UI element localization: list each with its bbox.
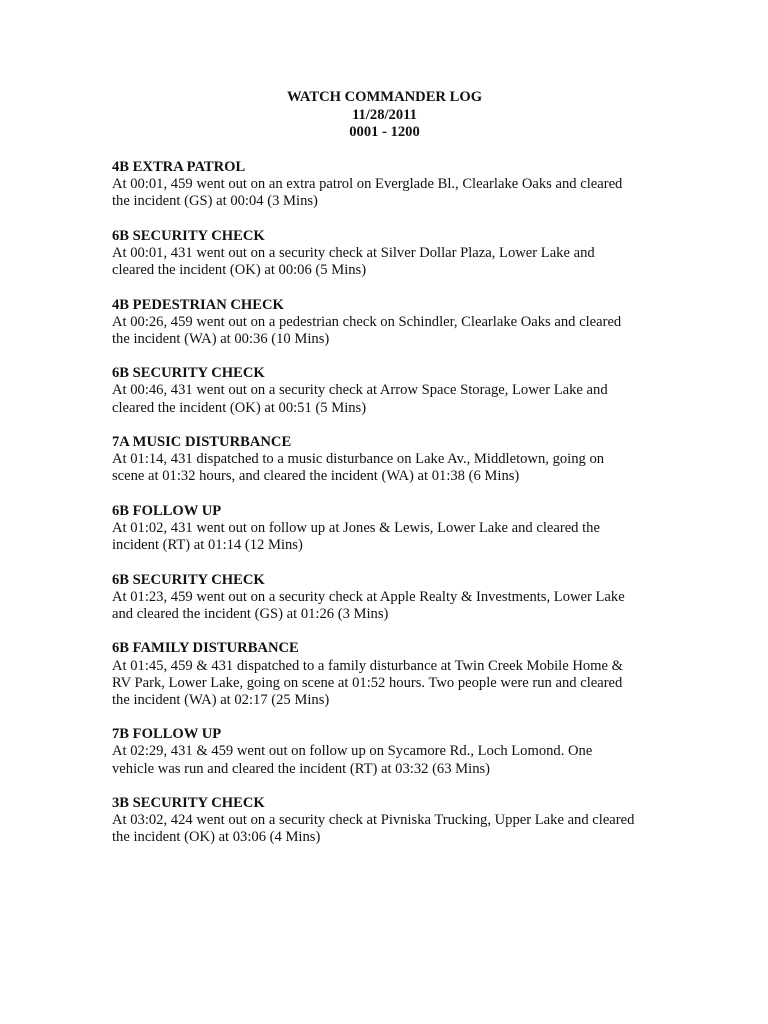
entry-text-line: At 01:45, 459 & 431 dispatched to a family disturbance at Twin Creek Mobile Home & (112, 657, 624, 674)
entry-heading: 6B FAMILY DISTURBANCE (112, 640, 299, 657)
entry-text-line: At 02:29, 431 & 459 went out on follow up on Sycamore Rd., Loch Lomond. One (112, 743, 593, 760)
entry-heading: 7A MUSIC DISTURBANCE (112, 434, 292, 451)
entry-text-line: At 01:02, 431 went out on follow up at Jones & Lewis, Lower Lake and cleared the (112, 520, 600, 536)
entry-text-line: the incident (OK) at 03:06 (4 Mins) (112, 829, 321, 846)
log-entry (112, 297, 672, 349)
entry-text-line: At 00:26, 459 went out on a pedestrian check on Schindler, Clearlake Oaks and cleared (112, 313, 622, 330)
entry-text-line: At 03:02, 424 went out on a security check at Pivniska Trucking, Upper Lake and cleared (112, 812, 635, 829)
entry-heading: 6B SECURITY CHECK (112, 227, 265, 244)
entry-text-line: scene at 01:32 hours, and cleared the incident (WA) at 01:38 (6 Mins) (112, 468, 520, 485)
entry-text-line: At 00:46, 431 went out on a security check at Arrow Space Storage, Lower Lake and (112, 382, 608, 399)
log-entry (112, 159, 672, 211)
entry-text-line: At 00:01, 459 went out on an extra patrol on Everglade Bl., Clearlake Oaks and cleared (112, 176, 623, 193)
log-title: WATCH COMMANDER LOG (286, 89, 483, 105)
entry-text-line: cleared the incident (OK) at 00:06 (5 Mins) (112, 262, 367, 279)
log-entry (112, 726, 672, 778)
log-entry (112, 503, 672, 555)
entry-text-line: the incident (WA) at 02:17 (25 Mins) (112, 691, 330, 708)
entry-heading: 6B SECURITY CHECK (112, 571, 265, 588)
entry-heading: 4B PEDESTRIAN CHECK (112, 296, 284, 313)
log-entries (112, 159, 672, 847)
entry-heading: 7B FOLLOW UP (112, 726, 222, 743)
entry-text-line: At 00:01, 431 went out on a security check at Silver Dollar Plaza, Lower Lake and (112, 244, 595, 261)
entry-heading: 6B FOLLOW UP (112, 502, 222, 519)
log-entry (112, 228, 672, 280)
log-entry (112, 640, 672, 709)
log-date: 11/28/2011 (352, 106, 417, 123)
entry-text-line: the incident (GS) at 00:04 (3 Mins) (112, 193, 318, 210)
entry-text-line: At 01:23, 459 went out on a security check at Apple Realty & Investments, Lower Lake (112, 588, 625, 605)
entry-heading: 6B SECURITY CHECK (112, 365, 265, 382)
log-entry (112, 795, 672, 847)
entry-heading: 3B SECURITY CHECK (112, 795, 265, 812)
log-time-range: 0001 - 1200 (349, 124, 420, 141)
entry-text-line: and cleared the incident (GS) at 01:26 (3 Mins) (112, 605, 389, 622)
entry-text-line: At 01:14, 431 dispatched to a music disturbance on Lake Av., Middletown, going on (112, 451, 605, 468)
entry-heading: 4B EXTRA PATROL (112, 158, 246, 175)
log-entry (112, 365, 672, 417)
entry-text-line: RV Park, Lower Lake, going on scene at 01:52 hours. Two people were run and cleared (112, 674, 623, 691)
log-header (112, 89, 657, 142)
document-page (112, 89, 672, 864)
entry-text-line: incident (RT) at 01:14 (12 Mins) (112, 537, 303, 554)
log-entry (112, 434, 672, 486)
entry-text-line: cleared the incident (OK) at 00:51 (5 Mins) (112, 399, 367, 416)
log-entry (112, 572, 672, 624)
entry-text-line: the incident (WA) at 00:36 (10 Mins) (112, 330, 330, 347)
entry-text-line: vehicle was run and cleared the incident (RT) at 03:32 (63 Mins) (112, 760, 491, 777)
